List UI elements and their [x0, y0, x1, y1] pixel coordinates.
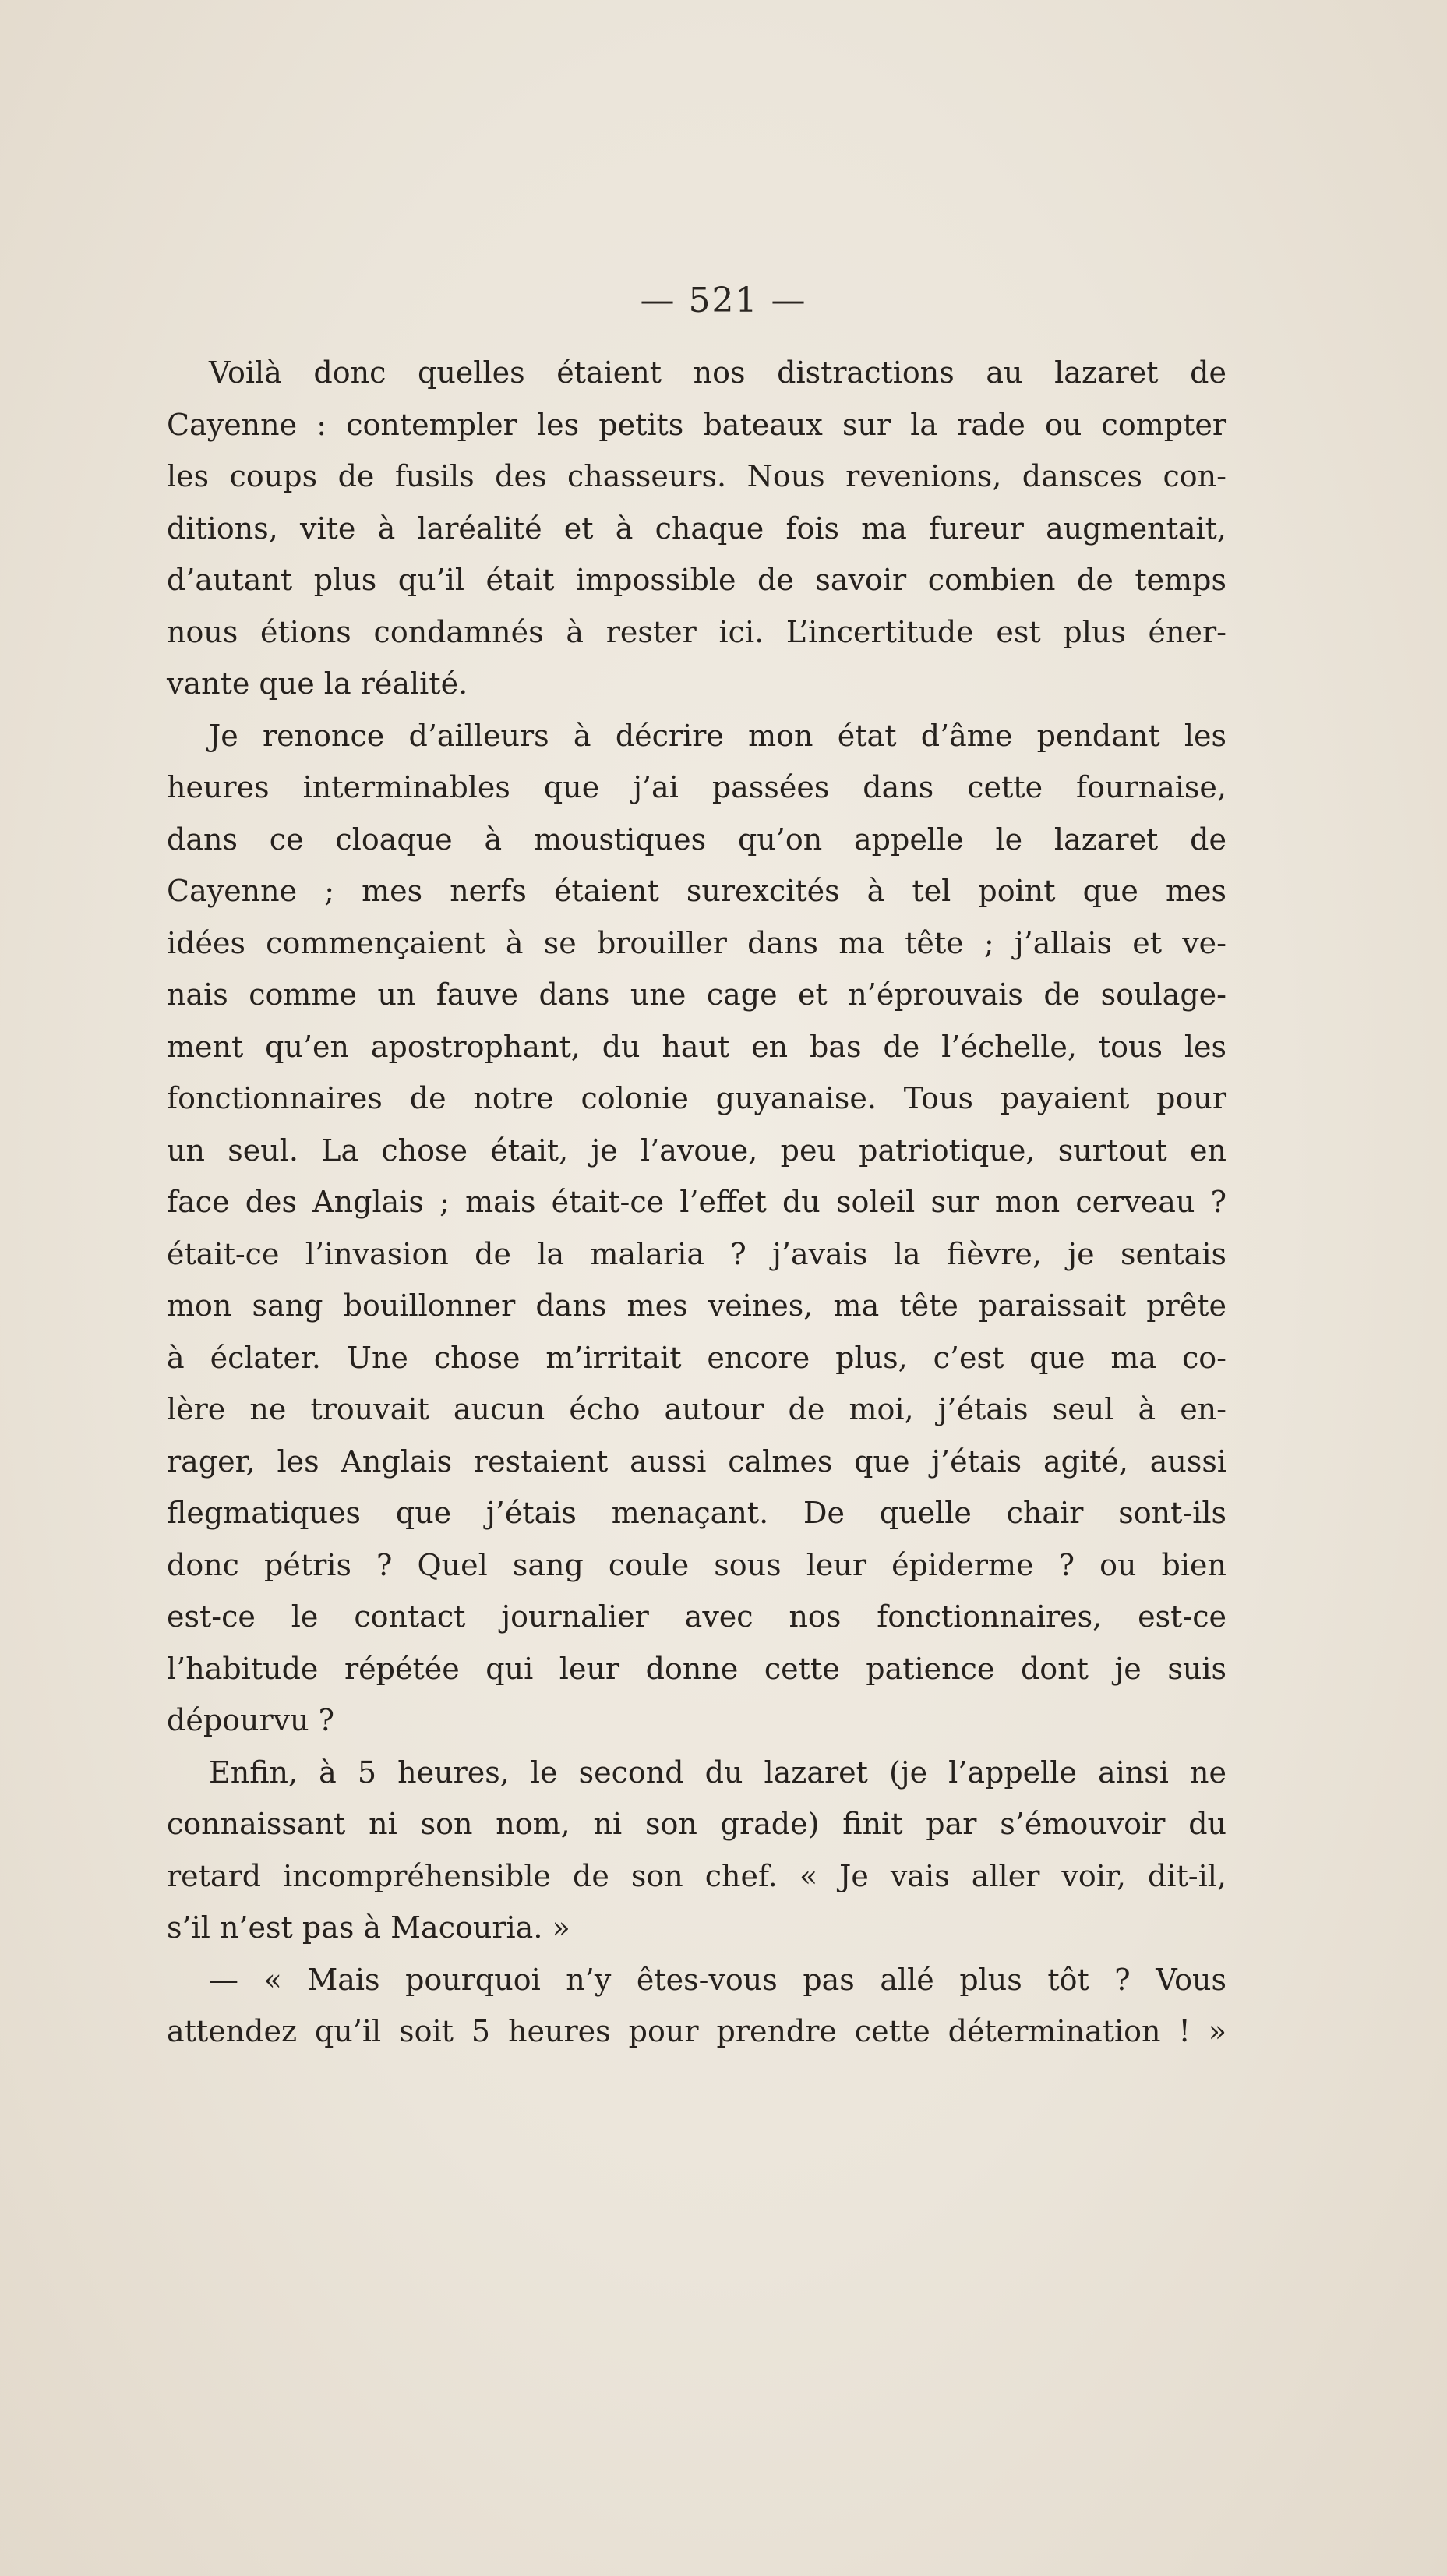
text-line: à éclater. Une chose m’irritait encore plus, c’est que ma co- — [167, 1340, 1226, 1375]
text-line: les coups de fusils des chasseurs. Nous revenions, dansces con- — [167, 459, 1226, 493]
text-line: attendez qu’il soit 5 heures pour prendre cette détermination ! » — [167, 2014, 1226, 2048]
text-line: idées commençaient à se brouiller dans ma tête ; j’allais et ve- — [167, 925, 1226, 960]
text-line: fonctionnaires de notre colonie guyanaise. Tous payaient pour — [167, 1081, 1226, 1115]
text-line: Enfin, à 5 heures, le second du lazaret (je l’appelle ainsi ne — [209, 1754, 1226, 1790]
text-line: lère ne trouvait aucun écho autour de moi, j’étais seul à en- — [167, 1392, 1226, 1426]
text-line: rager, les Anglais restaient aussi calmes que j’étais agité, aussi — [167, 1443, 1226, 1479]
page-number: — 521 — — [640, 281, 807, 320]
text-line: connaissant ni son nom, ni son grade) finit par s’émouvoir du — [167, 1807, 1226, 1841]
text-line: ditions, vite à laréalité et à chaque fois ma fureur augmentait, — [167, 511, 1226, 546]
text-line: un seul. La chose était, je l’avoue, peu patriotique, surtout en — [167, 1133, 1226, 1168]
text-line: flegmatiques que j’étais menaçant. De quelle chair sont-ils — [167, 1496, 1226, 1530]
body-text — [167, 347, 1226, 2058]
text-line: d’autant plus qu’il était impossible de savoir combien de temps — [167, 563, 1226, 597]
text-line: Cayenne ; mes nerfs étaient surexcités à tel point que mes — [167, 874, 1226, 908]
text-line: heures interminables que j’ai passées dans cette fournaise, — [167, 770, 1226, 804]
text-line: vante que la réalité. — [167, 666, 468, 701]
text-line: nais comme un fauve dans une cage et n’éprouvais de soulage- — [167, 977, 1226, 1012]
text-line: dépourvu ? — [167, 1703, 335, 1737]
text-line: — « Mais pourquoi n’y êtes-vous pas allé plus tôt ? Vous — [209, 1962, 1226, 1997]
text-line: l’habitude répétée qui leur donne cette patience dont je suis — [167, 1651, 1226, 1686]
text-line: Voilà donc quelles étaient nos distractions au lazaret de — [209, 355, 1226, 390]
paragraph — [167, 1954, 1226, 2058]
text-line: face des Anglais ; mais était-ce l’effet du soleil sur mon cerveau ? — [167, 1185, 1226, 1219]
text-line: retard incompréhensible de son chef. « Je vais aller voir, dit-il, — [167, 1858, 1226, 1893]
text-line: est-ce le contact journalier avec nos fonctionnaires, est-ce — [167, 1599, 1226, 1634]
text-line: dans ce cloaque à moustiques qu’on appelle le lazaret de — [167, 822, 1226, 857]
text-line: ment qu’en apostrophant, du haut en bas de l’échelle, tous les — [167, 1029, 1226, 1064]
paragraph — [167, 347, 1226, 710]
paragraph — [167, 710, 1226, 1747]
text-line: s’il n’est pas à Macouria. » — [167, 1910, 570, 1945]
text-line: nous étions condamnés à rester ici. L’incertitude est plus éner- — [167, 614, 1226, 649]
text-line: mon sang bouillonner dans mes veines, ma tête paraissait prête — [167, 1288, 1226, 1323]
paragraph — [167, 1747, 1226, 1954]
text-line: Je renonce d’ailleurs à décrire mon état d’âme pendant les — [209, 718, 1226, 753]
text-line: donc pétris ? Quel sang coule sous leur épiderme ? ou bien — [167, 1547, 1226, 1582]
text-line: Cayenne : contempler les petits bateaux sur la rade ou compter — [167, 407, 1226, 442]
text-line: était-ce l’invasion de la malaria ? j’avais la fièvre, je sentais — [167, 1236, 1226, 1271]
